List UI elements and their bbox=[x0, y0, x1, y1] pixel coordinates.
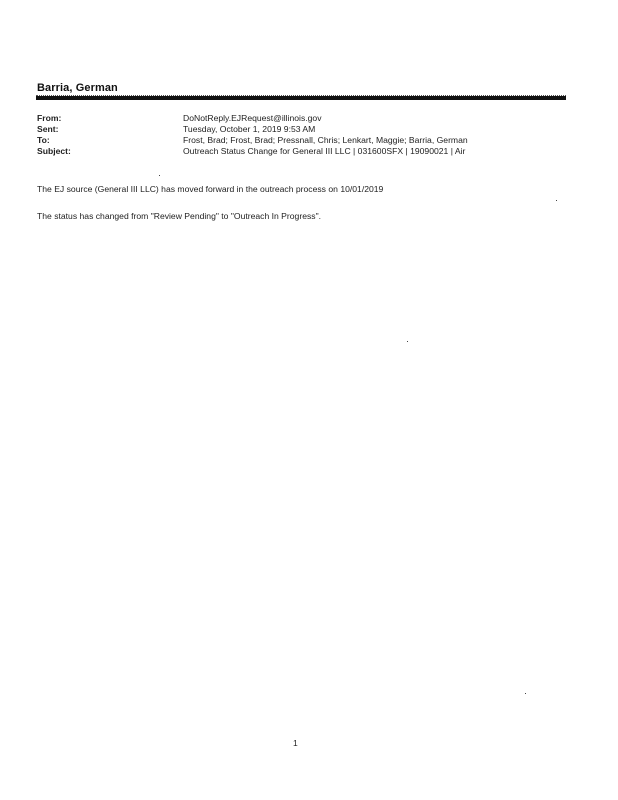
subject-label: Subject: bbox=[37, 146, 71, 156]
page-number: 1 bbox=[293, 738, 298, 748]
from-label: From: bbox=[37, 113, 62, 123]
from-value: DoNotReply.EJRequest@illinois.gov bbox=[183, 113, 322, 123]
subject-value: Outreach Status Change for General III LLC | 031600SFX | 19090021 | Air bbox=[183, 146, 466, 156]
header-rule bbox=[36, 96, 566, 100]
sent-label: Sent: bbox=[37, 124, 59, 134]
header-row-subject bbox=[37, 145, 577, 157]
scan-speck bbox=[159, 175, 160, 176]
body-paragraph-2: The status has changed from "Review Pending" to "Outreach In Progress". bbox=[37, 211, 322, 221]
sent-value: Tuesday, October 1, 2019 9:53 AM bbox=[183, 124, 316, 134]
body-paragraph-1: The EJ source (General III LLC) has moved forward in the outreach process on 10/01/2019 bbox=[37, 184, 384, 194]
to-value: Frost, Brad; Frost, Brad; Pressnall, Chris; Lenkart, Maggie; Barria, German bbox=[183, 135, 468, 145]
to-label: To: bbox=[37, 135, 50, 145]
sender-name: Barria, German bbox=[37, 82, 118, 94]
scan-speck bbox=[525, 693, 526, 694]
scan-speck bbox=[407, 341, 408, 342]
scan-speck bbox=[556, 200, 557, 201]
